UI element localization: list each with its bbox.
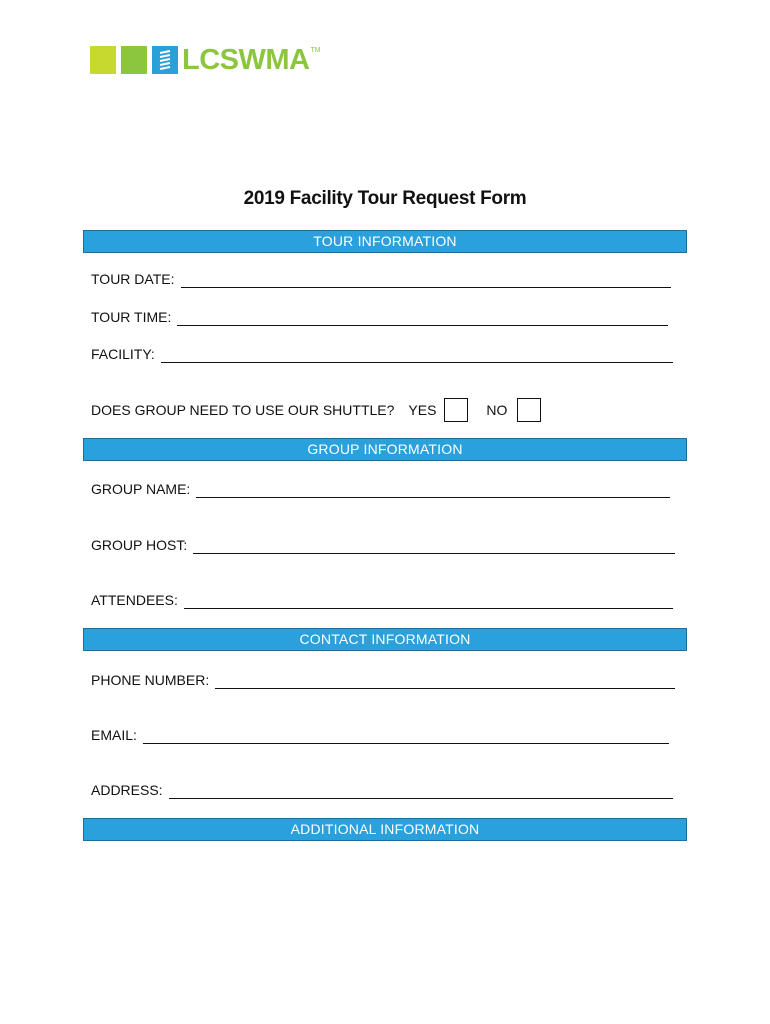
attendees-label: ATTENDEES:	[91, 592, 178, 608]
shuttle-no-label: NO	[486, 402, 508, 418]
tour-date-field[interactable]	[91, 270, 671, 288]
attendees-line[interactable]	[184, 594, 673, 609]
shuttle-yes-label: YES	[408, 402, 437, 418]
logo-wordmark: LCSWMA	[182, 44, 310, 76]
section-tour-information: TOUR INFORMATION	[83, 230, 687, 253]
shuttle-no-checkbox[interactable]	[517, 398, 541, 422]
lcswma-logo	[90, 45, 321, 75]
tour-date-line[interactable]	[181, 273, 671, 288]
phone-number-line[interactable]	[215, 674, 675, 689]
group-host-field[interactable]	[91, 536, 675, 554]
logo-spring-icon	[152, 46, 178, 74]
email-label: EMAIL:	[91, 727, 137, 743]
group-name-label: GROUP NAME:	[91, 481, 191, 497]
shuttle-yes-checkbox[interactable]	[444, 398, 468, 422]
group-host-line[interactable]	[193, 539, 675, 554]
tour-time-field[interactable]	[91, 308, 668, 326]
group-name-field[interactable]	[91, 480, 670, 498]
group-name-line[interactable]	[196, 483, 670, 498]
section-additional-information: ADDITIONAL INFORMATION	[83, 818, 687, 841]
address-line[interactable]	[169, 784, 673, 799]
group-host-label: GROUP HOST:	[91, 537, 188, 553]
tour-time-line[interactable]	[177, 311, 668, 326]
phone-number-field[interactable]	[91, 671, 675, 689]
attendees-field[interactable]	[91, 591, 673, 609]
tour-date-label: TOUR DATE:	[91, 271, 175, 287]
facility-label: FACILITY:	[91, 346, 155, 362]
section-group-information: GROUP INFORMATION	[83, 438, 687, 461]
phone-number-label: PHONE NUMBER:	[91, 672, 210, 688]
shuttle-question	[91, 398, 541, 422]
facility-field[interactable]	[91, 345, 673, 363]
form-title: 2019 Facility Tour Request Form	[243, 188, 527, 209]
logo-square-lime	[90, 46, 116, 74]
logo-trademark: TM	[310, 47, 321, 54]
section-contact-information: CONTACT INFORMATION	[83, 628, 687, 651]
email-line[interactable]	[143, 729, 669, 744]
address-label: ADDRESS:	[91, 782, 163, 798]
tour-time-label: TOUR TIME:	[91, 309, 172, 325]
shuttle-question-label: DOES GROUP NEED TO USE OUR SHUTTLE?	[91, 402, 395, 418]
logo-square-green	[121, 46, 147, 74]
address-field[interactable]	[91, 781, 673, 799]
email-field[interactable]	[91, 726, 669, 744]
facility-line[interactable]	[161, 348, 673, 363]
